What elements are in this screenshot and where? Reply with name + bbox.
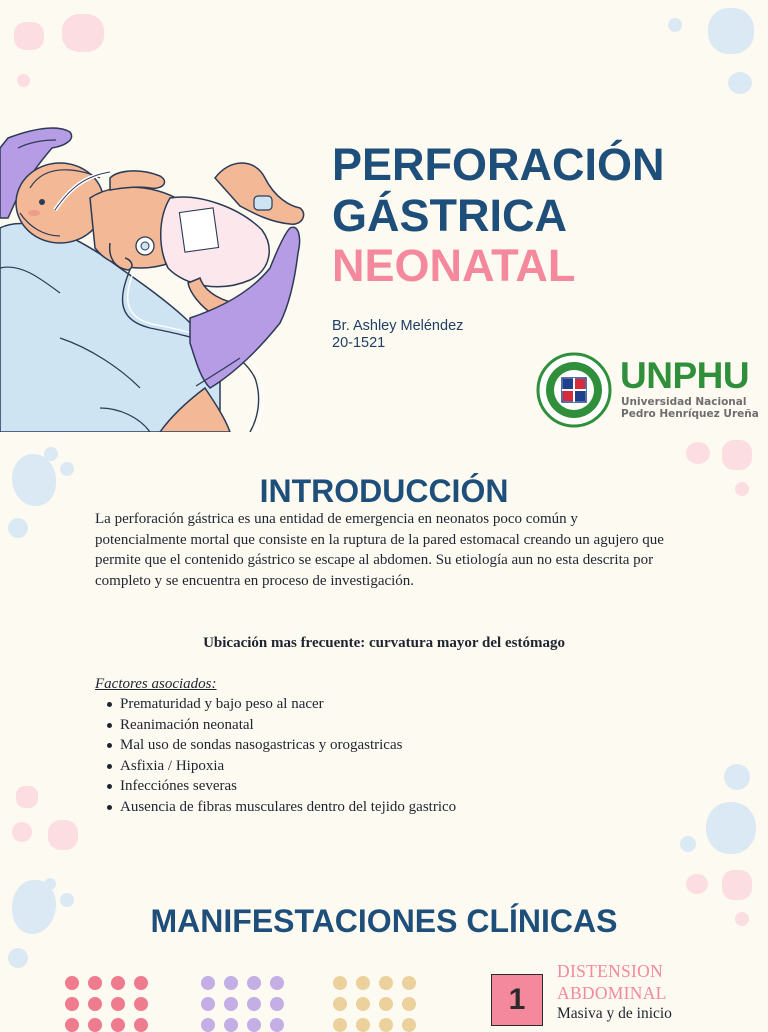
decor-blob xyxy=(686,874,708,894)
intro-paragraph: La perforación gástrica es una entidad de emergencia en neonatos poco común y potencialmente mortal que consiste en la ruptura de la pared estomacal creando un agujero que permite que el contenido gástrico se escape al abdomen. Su etiología aun no esta descrita por completo y se encuentra en proceso de investigación. xyxy=(95,511,664,589)
manifestation-title-line-2: ABDOMINAL xyxy=(557,983,667,1003)
manifestation-title-line-1: DISTENSION xyxy=(557,961,664,981)
university-seal-icon xyxy=(536,352,612,428)
factor-item: Asfixia / Hipoxia xyxy=(120,756,456,777)
decor-blob xyxy=(686,442,710,464)
decor-blob xyxy=(48,820,78,850)
decor-blob xyxy=(728,72,752,94)
factor-item: Ausencia de fibras musculares dentro del tejido gastrico xyxy=(120,797,456,818)
student-id: 20-1521 xyxy=(332,335,386,351)
decor-blob xyxy=(724,764,750,790)
title-line-3: NEONATAL xyxy=(332,240,576,291)
decor-blob xyxy=(62,14,104,52)
decor-blob xyxy=(16,786,38,808)
factor-item: Prematuridad y bajo peso al nacer xyxy=(120,694,456,715)
neonate-illustration xyxy=(0,118,320,432)
factor-item: Infecciónes severas xyxy=(120,776,456,797)
factors-list xyxy=(120,694,456,817)
manifestation-description: Masiva y de inicio xyxy=(557,1005,672,1022)
decor-blob xyxy=(708,8,754,54)
decor-blob xyxy=(722,440,752,470)
decor-blob xyxy=(680,836,696,852)
decor-blob xyxy=(44,447,58,461)
university-subtitle-1: Universidad Nacional xyxy=(621,396,747,408)
title-line-1: PERFORACIÓN xyxy=(332,139,665,190)
manifestations-heading: MANIFESTACIONES CLÍNICAS xyxy=(150,903,618,939)
factor-item: Reanimación neonatal xyxy=(120,715,456,736)
decor-blob xyxy=(8,518,28,538)
title-line-2: GÁSTRICA xyxy=(332,190,567,241)
author-name: Br. Ashley Meléndez xyxy=(332,318,464,334)
decor-blob xyxy=(12,822,32,842)
university-subtitle-2: Pedro Henríquez Ureña xyxy=(621,408,759,420)
intro-heading: INTRODUCCIÓN xyxy=(259,473,509,509)
location-text: Ubicación mas frecuente: curvatura mayor del estómago xyxy=(203,635,565,651)
factor-item: Mal uso de sondas nasogastricas y orogastricas xyxy=(120,735,456,756)
decor-blob xyxy=(668,18,682,32)
university-name: UNPHU xyxy=(620,355,750,396)
decor-blob xyxy=(722,870,752,900)
decor-blob xyxy=(706,802,756,854)
decor-blob xyxy=(14,22,44,50)
decor-blob xyxy=(8,948,28,968)
manifestation-number: 1 xyxy=(491,974,543,1026)
decor-blob xyxy=(17,74,30,87)
manifestation-title xyxy=(557,960,667,1004)
decor-blob xyxy=(44,878,56,890)
factors-title: Factores asociados: xyxy=(95,676,217,692)
